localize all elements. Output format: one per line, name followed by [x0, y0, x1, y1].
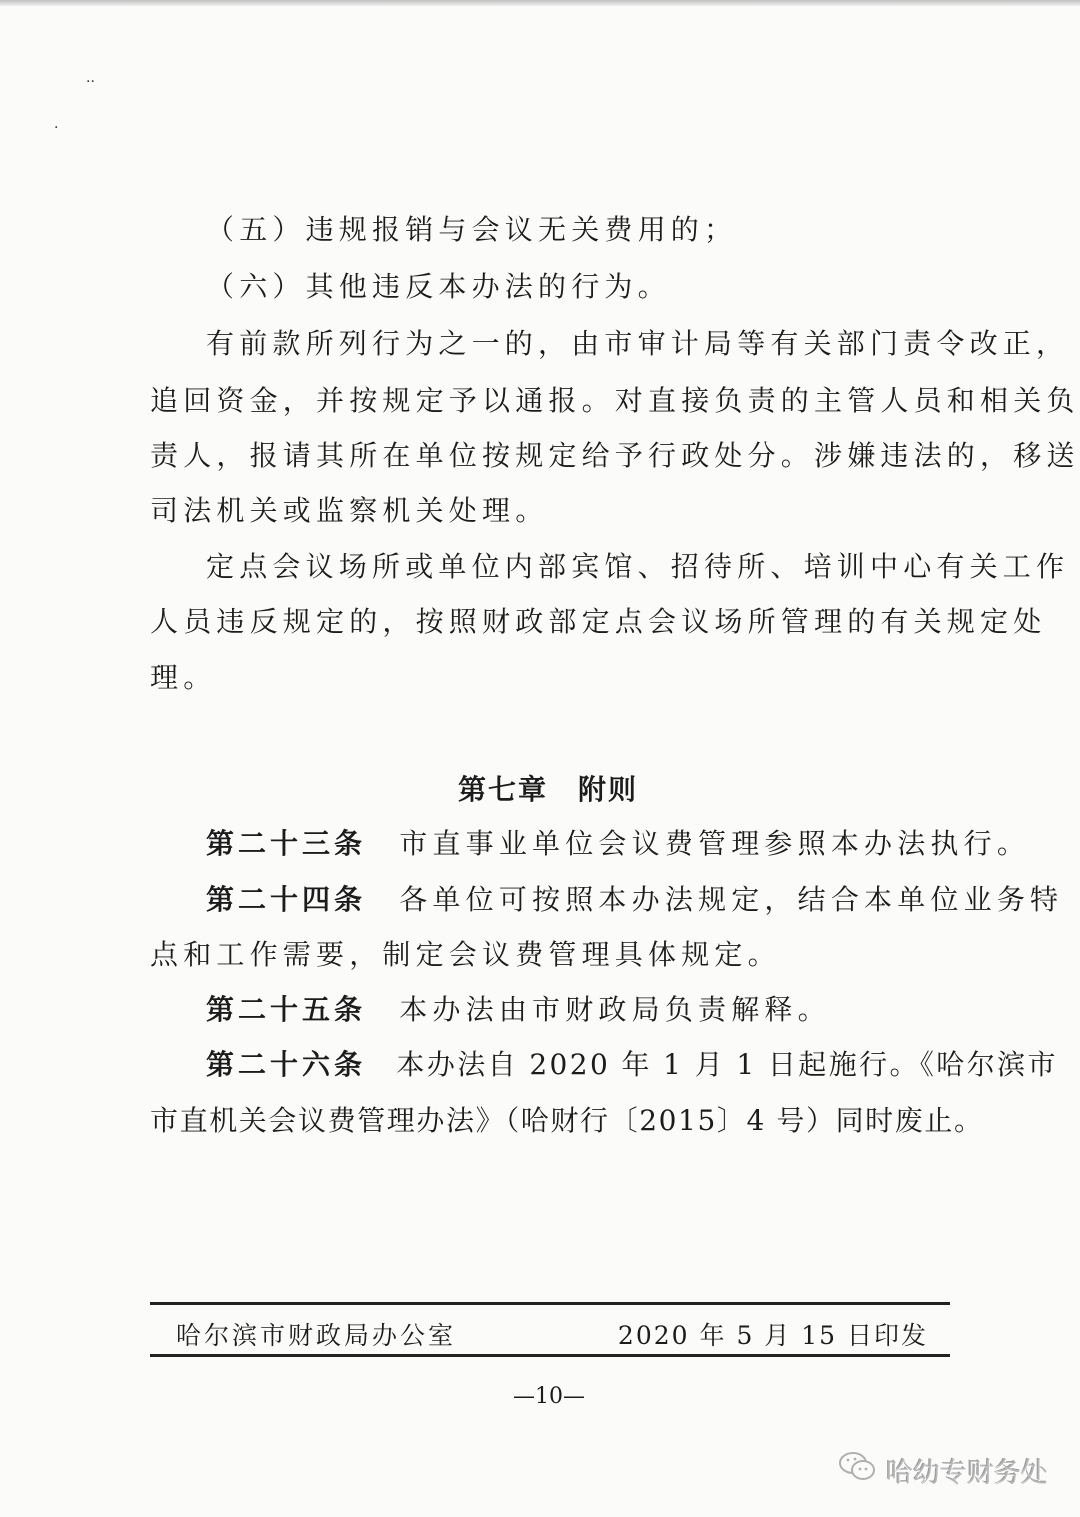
- article-label: 第二十四条: [206, 883, 367, 916]
- scan-speck: ..: [86, 70, 95, 86]
- article-label: 第二十五条: [206, 993, 367, 1026]
- text-line: 人员违反规定的，按照财政部定点会议场所管理的有关规定处: [150, 605, 1047, 638]
- wechat-icon: [838, 1450, 878, 1491]
- watermark: [838, 1450, 1048, 1491]
- issuer: 哈尔滨市财政局办公室: [176, 1321, 457, 1350]
- watermark-text: 哈幼专财务处: [886, 1458, 1048, 1489]
- chapter-title: 第七章 附则: [457, 773, 638, 806]
- article-26-cont: 市直机关会议费管理办法》（哈财行〔2015〕4 号）同时废止。: [150, 1104, 984, 1137]
- article-text: 本办法由市财政局负责解释。: [399, 993, 831, 1026]
- issue-date: 2020 年 5 月 15 日印发: [617, 1321, 928, 1350]
- article-25: [206, 990, 831, 1030]
- text-line: （六）其他违反本办法的行为。: [206, 270, 671, 303]
- article-24: [206, 880, 1063, 920]
- text-line: 责人，报请其所在单位按规定给予行政处分。涉嫌违法的，移送: [150, 439, 1080, 472]
- article-23: [206, 824, 1030, 864]
- scan-speck: ·: [54, 120, 59, 136]
- article-text: 各单位可按照本办法规定，结合本单位业务特: [399, 883, 1064, 916]
- text-line: 司法机关或监察机关处理。: [150, 494, 549, 527]
- article-26: [206, 1045, 1058, 1085]
- scan-top-edge: [0, 0, 1080, 6]
- page-number: —10—: [513, 1384, 585, 1409]
- article-text: 市直事业单位会议费管理参照本办法执行。: [399, 827, 1031, 860]
- footer-bottom-rule: [150, 1354, 950, 1357]
- article-label: 第二十六条: [206, 1048, 367, 1081]
- article-label: 第二十三条: [206, 827, 367, 860]
- text-line: 有前款所列行为之一的，由市审计局等有关部门责令改正，: [206, 327, 1070, 360]
- article-24-cont: 点和工作需要，制定会议费管理具体规定。: [150, 938, 781, 971]
- text-line: 追回资金，并按规定予以通报。对直接负责的主管人员和相关负: [150, 384, 1080, 417]
- text-line: 定点会议场所或单位内部宾馆、招待所、培训中心有关工作: [206, 550, 1070, 583]
- text-line: （五）违规报销与会议无关费用的；: [206, 213, 738, 246]
- article-text: 本办法自 2020 年 1 月 1 日起施行。《哈尔滨市: [396, 1048, 1058, 1081]
- text-line: 理。: [150, 661, 217, 694]
- footer-top-rule: [150, 1302, 950, 1305]
